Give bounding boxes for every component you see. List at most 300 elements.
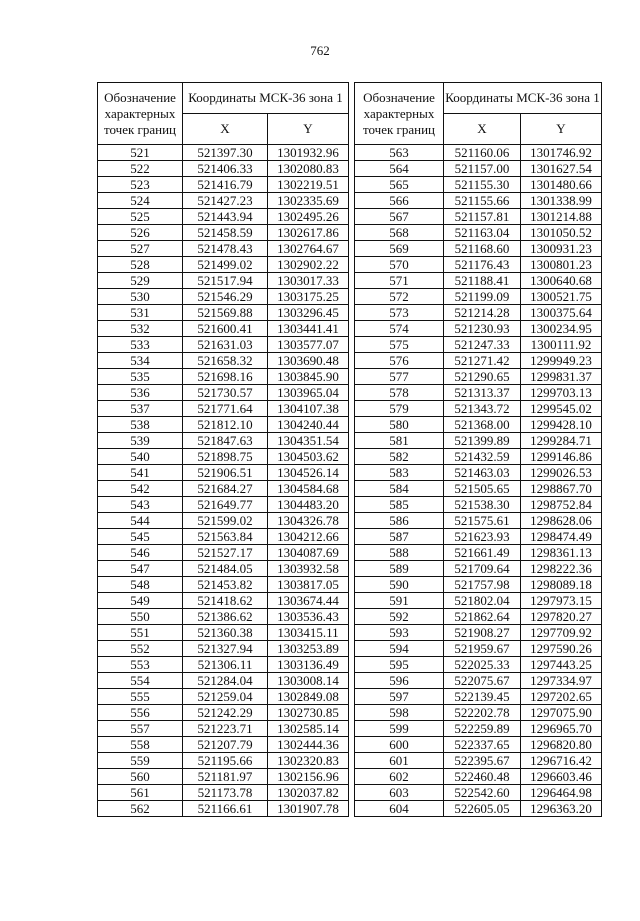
point-number-cell: 570 bbox=[355, 257, 444, 273]
point-number-cell: 565 bbox=[355, 177, 444, 193]
point-number-cell: 566 bbox=[355, 193, 444, 209]
coordinates-table-right bbox=[354, 82, 602, 817]
point-number-cell: 591 bbox=[355, 593, 444, 609]
x-coordinate-cell: 521155.30 bbox=[444, 177, 521, 193]
x-coordinate-cell: 521230.93 bbox=[444, 321, 521, 337]
point-number-cell: 552 bbox=[98, 641, 183, 657]
table-row bbox=[355, 353, 602, 369]
table-row bbox=[355, 481, 602, 497]
table-row bbox=[98, 673, 349, 689]
y-coordinate-cell: 1296965.70 bbox=[521, 721, 602, 737]
x-coordinate-cell: 521397.30 bbox=[183, 145, 268, 161]
x-coordinate-cell: 521284.04 bbox=[183, 673, 268, 689]
y-coordinate-cell: 1299146.86 bbox=[521, 449, 602, 465]
y-coordinate-cell: 1301907.78 bbox=[268, 801, 349, 817]
x-coordinate-cell: 521802.04 bbox=[444, 593, 521, 609]
y-coordinate-cell: 1300640.68 bbox=[521, 273, 602, 289]
x-coordinate-cell: 521157.81 bbox=[444, 209, 521, 225]
table-row bbox=[355, 161, 602, 177]
point-number-cell: 550 bbox=[98, 609, 183, 625]
table-row bbox=[98, 449, 349, 465]
y-coordinate-cell: 1299545.02 bbox=[521, 401, 602, 417]
header-y: Y bbox=[521, 114, 602, 145]
table-row bbox=[355, 657, 602, 673]
table-row bbox=[98, 737, 349, 753]
table-row bbox=[98, 369, 349, 385]
point-number-cell: 557 bbox=[98, 721, 183, 737]
point-number-cell: 598 bbox=[355, 705, 444, 721]
point-number-cell: 531 bbox=[98, 305, 183, 321]
point-number-cell: 590 bbox=[355, 577, 444, 593]
table-row bbox=[98, 257, 349, 273]
y-coordinate-cell: 1301480.66 bbox=[521, 177, 602, 193]
point-number-cell: 538 bbox=[98, 417, 183, 433]
point-number-cell: 537 bbox=[98, 401, 183, 417]
point-number-cell: 521 bbox=[98, 145, 183, 161]
x-coordinate-cell: 522337.65 bbox=[444, 737, 521, 753]
y-coordinate-cell: 1297075.90 bbox=[521, 705, 602, 721]
y-coordinate-cell: 1303415.11 bbox=[268, 625, 349, 641]
point-number-cell: 544 bbox=[98, 513, 183, 529]
x-coordinate-cell: 521399.89 bbox=[444, 433, 521, 449]
x-coordinate-cell: 521173.78 bbox=[183, 785, 268, 801]
y-coordinate-cell: 1304107.38 bbox=[268, 401, 349, 417]
x-coordinate-cell: 521271.42 bbox=[444, 353, 521, 369]
table-row bbox=[355, 145, 602, 161]
x-coordinate-cell: 521661.49 bbox=[444, 545, 521, 561]
x-coordinate-cell: 521406.33 bbox=[183, 161, 268, 177]
x-coordinate-cell: 521698.16 bbox=[183, 369, 268, 385]
header-coords-label: Координаты МСК-36 зона 1 bbox=[183, 83, 349, 114]
table-row bbox=[355, 225, 602, 241]
y-coordinate-cell: 1301214.88 bbox=[521, 209, 602, 225]
y-coordinate-cell: 1304584.68 bbox=[268, 481, 349, 497]
x-coordinate-cell: 521242.29 bbox=[183, 705, 268, 721]
table-body-right bbox=[355, 145, 602, 817]
point-number-cell: 567 bbox=[355, 209, 444, 225]
point-number-cell: 548 bbox=[98, 577, 183, 593]
y-coordinate-cell: 1303136.49 bbox=[268, 657, 349, 673]
header-x: X bbox=[183, 114, 268, 145]
y-coordinate-cell: 1298474.49 bbox=[521, 529, 602, 545]
y-coordinate-cell: 1297590.26 bbox=[521, 641, 602, 657]
y-coordinate-cell: 1297820.27 bbox=[521, 609, 602, 625]
x-coordinate-cell: 521730.57 bbox=[183, 385, 268, 401]
table-row bbox=[355, 177, 602, 193]
x-coordinate-cell: 522259.89 bbox=[444, 721, 521, 737]
y-coordinate-cell: 1298361.13 bbox=[521, 545, 602, 561]
table-row bbox=[98, 769, 349, 785]
x-coordinate-cell: 521360.38 bbox=[183, 625, 268, 641]
x-coordinate-cell: 521546.29 bbox=[183, 289, 268, 305]
table-row bbox=[98, 337, 349, 353]
y-coordinate-cell: 1303175.25 bbox=[268, 289, 349, 305]
x-coordinate-cell: 521709.64 bbox=[444, 561, 521, 577]
table-row bbox=[98, 289, 349, 305]
y-coordinate-cell: 1300931.23 bbox=[521, 241, 602, 257]
point-number-cell: 546 bbox=[98, 545, 183, 561]
y-coordinate-cell: 1297709.92 bbox=[521, 625, 602, 641]
table-row bbox=[98, 353, 349, 369]
point-number-cell: 581 bbox=[355, 433, 444, 449]
x-coordinate-cell: 521959.67 bbox=[444, 641, 521, 657]
y-coordinate-cell: 1303674.44 bbox=[268, 593, 349, 609]
point-number-cell: 573 bbox=[355, 305, 444, 321]
table-row bbox=[98, 225, 349, 241]
point-number-cell: 560 bbox=[98, 769, 183, 785]
x-coordinate-cell: 521600.41 bbox=[183, 321, 268, 337]
table-row bbox=[355, 545, 602, 561]
x-coordinate-cell: 521505.65 bbox=[444, 481, 521, 497]
y-coordinate-cell: 1303577.07 bbox=[268, 337, 349, 353]
point-number-cell: 580 bbox=[355, 417, 444, 433]
point-number-cell: 595 bbox=[355, 657, 444, 673]
point-number-cell: 561 bbox=[98, 785, 183, 801]
y-coordinate-cell: 1299428.10 bbox=[521, 417, 602, 433]
y-coordinate-cell: 1303845.90 bbox=[268, 369, 349, 385]
x-coordinate-cell: 521432.59 bbox=[444, 449, 521, 465]
point-number-cell: 542 bbox=[98, 481, 183, 497]
point-number-cell: 555 bbox=[98, 689, 183, 705]
x-coordinate-cell: 521812.10 bbox=[183, 417, 268, 433]
table-row bbox=[98, 753, 349, 769]
header-y: Y bbox=[268, 114, 349, 145]
table-body-left bbox=[98, 145, 349, 817]
table-row bbox=[355, 497, 602, 513]
table-row bbox=[98, 545, 349, 561]
point-number-cell: 592 bbox=[355, 609, 444, 625]
point-number-cell: 535 bbox=[98, 369, 183, 385]
table-row bbox=[98, 273, 349, 289]
x-coordinate-cell: 521259.04 bbox=[183, 689, 268, 705]
y-coordinate-cell: 1298628.06 bbox=[521, 513, 602, 529]
point-number-cell: 533 bbox=[98, 337, 183, 353]
table-row bbox=[355, 593, 602, 609]
x-coordinate-cell: 521418.62 bbox=[183, 593, 268, 609]
x-coordinate-cell: 521599.02 bbox=[183, 513, 268, 529]
table-row bbox=[98, 657, 349, 673]
table-row bbox=[98, 481, 349, 497]
x-coordinate-cell: 522605.05 bbox=[444, 801, 521, 817]
y-coordinate-cell: 1300234.95 bbox=[521, 321, 602, 337]
point-number-cell: 523 bbox=[98, 177, 183, 193]
point-number-cell: 593 bbox=[355, 625, 444, 641]
y-coordinate-cell: 1300375.64 bbox=[521, 305, 602, 321]
point-number-cell: 532 bbox=[98, 321, 183, 337]
table-row bbox=[355, 753, 602, 769]
table-row bbox=[355, 625, 602, 641]
table-row bbox=[355, 449, 602, 465]
x-coordinate-cell: 521427.23 bbox=[183, 193, 268, 209]
point-number-cell: 578 bbox=[355, 385, 444, 401]
y-coordinate-cell: 1304351.54 bbox=[268, 433, 349, 449]
table-row bbox=[355, 673, 602, 689]
y-coordinate-cell: 1303296.45 bbox=[268, 305, 349, 321]
table-row bbox=[355, 513, 602, 529]
x-coordinate-cell: 521313.37 bbox=[444, 385, 521, 401]
y-coordinate-cell: 1304483.20 bbox=[268, 497, 349, 513]
y-coordinate-cell: 1297202.65 bbox=[521, 689, 602, 705]
table-row bbox=[355, 401, 602, 417]
point-number-cell: 568 bbox=[355, 225, 444, 241]
point-number-cell: 585 bbox=[355, 497, 444, 513]
x-coordinate-cell: 522075.67 bbox=[444, 673, 521, 689]
y-coordinate-cell: 1296820.80 bbox=[521, 737, 602, 753]
table-row bbox=[98, 161, 349, 177]
y-coordinate-cell: 1303017.33 bbox=[268, 273, 349, 289]
y-coordinate-cell: 1297973.15 bbox=[521, 593, 602, 609]
point-number-cell: 534 bbox=[98, 353, 183, 369]
point-number-cell: 528 bbox=[98, 257, 183, 273]
x-coordinate-cell: 521181.97 bbox=[183, 769, 268, 785]
table-row bbox=[355, 801, 602, 817]
x-coordinate-cell: 521569.88 bbox=[183, 305, 268, 321]
y-coordinate-cell: 1302495.26 bbox=[268, 209, 349, 225]
table-row bbox=[98, 209, 349, 225]
table-row bbox=[355, 641, 602, 657]
point-number-cell: 589 bbox=[355, 561, 444, 577]
header-coords-label: Координаты МСК-36 зона 1 bbox=[444, 83, 602, 114]
x-coordinate-cell: 521538.30 bbox=[444, 497, 521, 513]
point-number-cell: 530 bbox=[98, 289, 183, 305]
x-coordinate-cell: 521649.77 bbox=[183, 497, 268, 513]
table-row bbox=[98, 625, 349, 641]
table-row bbox=[98, 609, 349, 625]
y-coordinate-cell: 1304326.78 bbox=[268, 513, 349, 529]
y-coordinate-cell: 1300521.75 bbox=[521, 289, 602, 305]
table-row bbox=[98, 705, 349, 721]
point-number-cell: 559 bbox=[98, 753, 183, 769]
x-coordinate-cell: 521898.75 bbox=[183, 449, 268, 465]
x-coordinate-cell: 521166.61 bbox=[183, 801, 268, 817]
x-coordinate-cell: 521458.59 bbox=[183, 225, 268, 241]
x-coordinate-cell: 521771.64 bbox=[183, 401, 268, 417]
point-number-cell: 564 bbox=[355, 161, 444, 177]
y-coordinate-cell: 1303536.43 bbox=[268, 609, 349, 625]
table-row bbox=[98, 593, 349, 609]
y-coordinate-cell: 1301746.92 bbox=[521, 145, 602, 161]
point-number-cell: 556 bbox=[98, 705, 183, 721]
x-coordinate-cell: 521247.33 bbox=[444, 337, 521, 353]
y-coordinate-cell: 1298222.36 bbox=[521, 561, 602, 577]
y-coordinate-cell: 1303817.05 bbox=[268, 577, 349, 593]
x-coordinate-cell: 521862.64 bbox=[444, 609, 521, 625]
y-coordinate-cell: 1299284.71 bbox=[521, 433, 602, 449]
point-number-cell: 569 bbox=[355, 241, 444, 257]
table-row bbox=[355, 417, 602, 433]
y-coordinate-cell: 1302080.83 bbox=[268, 161, 349, 177]
y-coordinate-cell: 1304240.44 bbox=[268, 417, 349, 433]
y-coordinate-cell: 1300111.92 bbox=[521, 337, 602, 353]
table-row bbox=[98, 241, 349, 257]
table-row bbox=[98, 465, 349, 481]
table-row bbox=[98, 513, 349, 529]
x-coordinate-cell: 521163.04 bbox=[444, 225, 521, 241]
table-row bbox=[98, 193, 349, 209]
point-number-cell: 554 bbox=[98, 673, 183, 689]
table-row bbox=[355, 321, 602, 337]
y-coordinate-cell: 1302849.08 bbox=[268, 689, 349, 705]
y-coordinate-cell: 1303690.48 bbox=[268, 353, 349, 369]
y-coordinate-cell: 1304087.69 bbox=[268, 545, 349, 561]
x-coordinate-cell: 521906.51 bbox=[183, 465, 268, 481]
y-coordinate-cell: 1303253.89 bbox=[268, 641, 349, 657]
y-coordinate-cell: 1303965.04 bbox=[268, 385, 349, 401]
coordinates-tables bbox=[97, 82, 602, 817]
table-row bbox=[98, 321, 349, 337]
point-number-cell: 582 bbox=[355, 449, 444, 465]
table-row bbox=[355, 337, 602, 353]
point-number-cell: 527 bbox=[98, 241, 183, 257]
table-row bbox=[355, 433, 602, 449]
table-row bbox=[355, 241, 602, 257]
table-row bbox=[355, 385, 602, 401]
x-coordinate-cell: 521199.09 bbox=[444, 289, 521, 305]
point-number-cell: 597 bbox=[355, 689, 444, 705]
table-row bbox=[355, 305, 602, 321]
point-number-cell: 583 bbox=[355, 465, 444, 481]
y-coordinate-cell: 1303441.41 bbox=[268, 321, 349, 337]
table-row bbox=[98, 497, 349, 513]
y-coordinate-cell: 1302764.67 bbox=[268, 241, 349, 257]
table-row bbox=[355, 737, 602, 753]
table-row bbox=[355, 689, 602, 705]
y-coordinate-cell: 1304212.66 bbox=[268, 529, 349, 545]
x-coordinate-cell: 522395.67 bbox=[444, 753, 521, 769]
point-number-cell: 541 bbox=[98, 465, 183, 481]
y-coordinate-cell: 1298089.18 bbox=[521, 577, 602, 593]
table-row bbox=[355, 273, 602, 289]
x-coordinate-cell: 521195.66 bbox=[183, 753, 268, 769]
point-number-cell: 604 bbox=[355, 801, 444, 817]
point-number-cell: 575 bbox=[355, 337, 444, 353]
y-coordinate-cell: 1301627.54 bbox=[521, 161, 602, 177]
x-coordinate-cell: 521168.60 bbox=[444, 241, 521, 257]
x-coordinate-cell: 521631.03 bbox=[183, 337, 268, 353]
point-number-cell: 599 bbox=[355, 721, 444, 737]
y-coordinate-cell: 1299703.13 bbox=[521, 385, 602, 401]
x-coordinate-cell: 521684.27 bbox=[183, 481, 268, 497]
y-coordinate-cell: 1296363.20 bbox=[521, 801, 602, 817]
y-coordinate-cell: 1297334.97 bbox=[521, 673, 602, 689]
point-number-cell: 526 bbox=[98, 225, 183, 241]
x-coordinate-cell: 522139.45 bbox=[444, 689, 521, 705]
y-coordinate-cell: 1296464.98 bbox=[521, 785, 602, 801]
y-coordinate-cell: 1302320.83 bbox=[268, 753, 349, 769]
x-coordinate-cell: 521176.43 bbox=[444, 257, 521, 273]
table-row bbox=[355, 369, 602, 385]
point-number-cell: 588 bbox=[355, 545, 444, 561]
point-number-cell: 549 bbox=[98, 593, 183, 609]
point-number-cell: 584 bbox=[355, 481, 444, 497]
table-row bbox=[355, 609, 602, 625]
point-number-cell: 596 bbox=[355, 673, 444, 689]
x-coordinate-cell: 521847.63 bbox=[183, 433, 268, 449]
y-coordinate-cell: 1296603.46 bbox=[521, 769, 602, 785]
table-row bbox=[355, 209, 602, 225]
point-number-cell: 536 bbox=[98, 385, 183, 401]
x-coordinate-cell: 521463.03 bbox=[444, 465, 521, 481]
y-coordinate-cell: 1297443.25 bbox=[521, 657, 602, 673]
y-coordinate-cell: 1302444.36 bbox=[268, 737, 349, 753]
x-coordinate-cell: 521517.94 bbox=[183, 273, 268, 289]
point-number-cell: 571 bbox=[355, 273, 444, 289]
point-number-cell: 586 bbox=[355, 513, 444, 529]
x-coordinate-cell: 521563.84 bbox=[183, 529, 268, 545]
header-x: X bbox=[444, 114, 521, 145]
x-coordinate-cell: 521386.62 bbox=[183, 609, 268, 625]
point-number-cell: 543 bbox=[98, 497, 183, 513]
point-number-cell: 545 bbox=[98, 529, 183, 545]
point-number-cell: 574 bbox=[355, 321, 444, 337]
x-coordinate-cell: 521343.72 bbox=[444, 401, 521, 417]
y-coordinate-cell: 1301338.99 bbox=[521, 193, 602, 209]
point-number-cell: 539 bbox=[98, 433, 183, 449]
point-number-cell: 601 bbox=[355, 753, 444, 769]
x-coordinate-cell: 521499.02 bbox=[183, 257, 268, 273]
x-coordinate-cell: 521160.06 bbox=[444, 145, 521, 161]
x-coordinate-cell: 522460.48 bbox=[444, 769, 521, 785]
table-row bbox=[98, 417, 349, 433]
y-coordinate-cell: 1296716.42 bbox=[521, 753, 602, 769]
y-coordinate-cell: 1301932.96 bbox=[268, 145, 349, 161]
point-number-cell: 525 bbox=[98, 209, 183, 225]
x-coordinate-cell: 521757.98 bbox=[444, 577, 521, 593]
y-coordinate-cell: 1301050.52 bbox=[521, 225, 602, 241]
table-row bbox=[98, 577, 349, 593]
y-coordinate-cell: 1302335.69 bbox=[268, 193, 349, 209]
table-row bbox=[98, 145, 349, 161]
point-number-cell: 594 bbox=[355, 641, 444, 657]
table-row bbox=[355, 529, 602, 545]
x-coordinate-cell: 521484.05 bbox=[183, 561, 268, 577]
header-point-label: Обозначение характерных точек границ bbox=[98, 83, 183, 145]
x-coordinate-cell: 521214.28 bbox=[444, 305, 521, 321]
coordinates-table-left bbox=[97, 82, 349, 817]
y-coordinate-cell: 1302585.14 bbox=[268, 721, 349, 737]
y-coordinate-cell: 1304503.62 bbox=[268, 449, 349, 465]
x-coordinate-cell: 521623.93 bbox=[444, 529, 521, 545]
table-row bbox=[98, 561, 349, 577]
x-coordinate-cell: 522202.78 bbox=[444, 705, 521, 721]
table-row bbox=[355, 721, 602, 737]
y-coordinate-cell: 1302037.82 bbox=[268, 785, 349, 801]
table-row bbox=[98, 177, 349, 193]
x-coordinate-cell: 521908.27 bbox=[444, 625, 521, 641]
y-coordinate-cell: 1302219.51 bbox=[268, 177, 349, 193]
point-number-cell: 551 bbox=[98, 625, 183, 641]
y-coordinate-cell: 1302902.22 bbox=[268, 257, 349, 273]
y-coordinate-cell: 1304526.14 bbox=[268, 465, 349, 481]
x-coordinate-cell: 521223.71 bbox=[183, 721, 268, 737]
x-coordinate-cell: 521306.11 bbox=[183, 657, 268, 673]
x-coordinate-cell: 521478.43 bbox=[183, 241, 268, 257]
y-coordinate-cell: 1299949.23 bbox=[521, 353, 602, 369]
point-number-cell: 603 bbox=[355, 785, 444, 801]
page-number: 762 bbox=[310, 43, 330, 58]
table-row bbox=[355, 193, 602, 209]
y-coordinate-cell: 1299026.53 bbox=[521, 465, 602, 481]
table-row bbox=[98, 401, 349, 417]
point-number-cell: 547 bbox=[98, 561, 183, 577]
x-coordinate-cell: 522025.33 bbox=[444, 657, 521, 673]
point-number-cell: 600 bbox=[355, 737, 444, 753]
point-number-cell: 522 bbox=[98, 161, 183, 177]
table-row bbox=[355, 257, 602, 273]
x-coordinate-cell: 521416.79 bbox=[183, 177, 268, 193]
y-coordinate-cell: 1302730.85 bbox=[268, 705, 349, 721]
point-number-cell: 524 bbox=[98, 193, 183, 209]
